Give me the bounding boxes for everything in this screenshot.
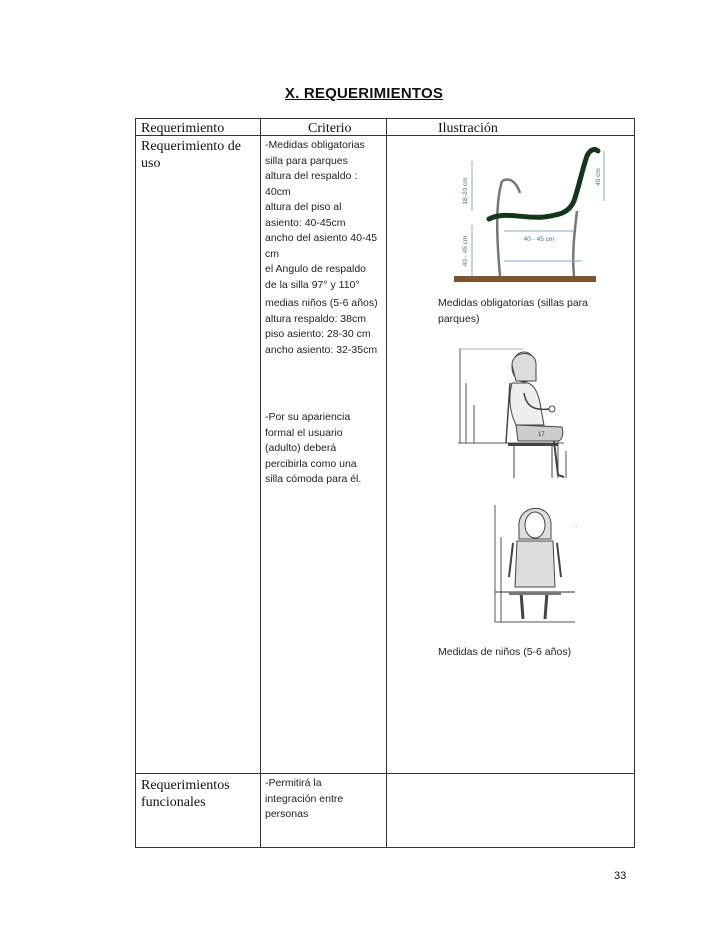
criterio-line: (adulto) deberá [265,442,337,454]
page-number: 33 [614,870,627,882]
child-side-view-illustration [454,343,579,483]
header-criterio: Criterio [308,121,352,136]
criterio-line: de la silla 97° y 110° [265,278,360,291]
caption-line: Medidas obligatorias (sillas para [438,297,588,309]
child-front-legs [521,592,547,619]
criterio-line: ancho asiento: 32-35cm [265,343,378,356]
seat-backrest [506,383,510,443]
label-seat-height: 40 - 45 cm [462,235,469,267]
column-divider-2 [386,119,387,847]
column-divider-1 [260,119,261,847]
label-right-height: 40 cm [595,168,602,186]
illustration-caption-2: Medidas de niños (5-6 años) [438,646,572,658]
caption-line: parques) [438,312,480,325]
child-torso [510,383,544,425]
row1-requerimiento [141,138,241,172]
child-front-seat [509,592,561,595]
criterio-line: percibirla como una [265,457,357,470]
criterio-line: personas [265,808,309,820]
page-title: X. REQUERIMIENTOS [284,85,444,102]
illustration-caption-1 [438,296,588,327]
row2-req-line: funcionales [141,795,206,810]
row1-req-line: Requerimiento de [141,139,241,154]
criterio-line: -Permitirá la [265,777,322,789]
row-divider [136,773,634,774]
criterio-line: silla para parques [265,154,348,167]
label-seat-width: 40 - 45 cm [523,236,555,243]
park-bench-illustration [434,141,609,289]
criterio-block-2 [265,296,378,358]
criterio-line: altura del piso al [265,201,342,213]
criterio-line: altura del respaldo : [265,170,358,182]
bench-back-leg [573,211,577,276]
ground-bar [454,276,596,282]
criterio-line: piso asiento: 28-30 cm [265,328,371,340]
child-front-head [525,512,545,538]
seat-surface [508,443,558,446]
child-hair [512,353,536,381]
row2-req-line: Requerimientos [141,778,230,793]
header-ilustracion: Ilustración [438,121,498,136]
criterio-block-1 [265,138,377,293]
criterio-line: 40cm [265,185,291,198]
criterio-line: formal el usuario [265,426,343,439]
criterio-line: el Angulo de respaldo [265,263,366,275]
row1-req-line: uso [141,156,161,171]
bench-seat-back [489,149,598,219]
header-requerimiento: Requerimiento [141,121,225,136]
child-hand [549,406,555,412]
criterio-line: -Medidas obligatorias [265,139,365,151]
row2-criterio [265,776,343,823]
criterio-line: altura respaldo: 38cm [265,312,366,325]
bench-front-leg [497,181,502,276]
criterio-line: medias niños (5-6 años) [265,297,378,309]
criterio-line: integración entre [265,792,344,805]
child-front-view-illustration [491,497,581,627]
dot-mark: . [575,520,578,529]
row2-requerimiento [141,777,230,811]
child-lower-leg [554,441,564,477]
criterio-line: silla cómoda para él. [265,473,362,485]
criterio-line: ancho del asiento 40-45 [265,232,378,244]
child-front-body [515,541,555,587]
armrest [502,180,520,194]
criterio-line: -Por su apariencia [265,411,351,423]
criterio-block-3 [265,410,361,488]
child-label-17: 17 [538,432,545,438]
requirements-table [135,118,635,848]
label-backrest-height: 18-20 cm [462,177,469,205]
criterio-line: cm [265,247,279,260]
criterio-line: asiento: 40-45cm [265,216,346,229]
